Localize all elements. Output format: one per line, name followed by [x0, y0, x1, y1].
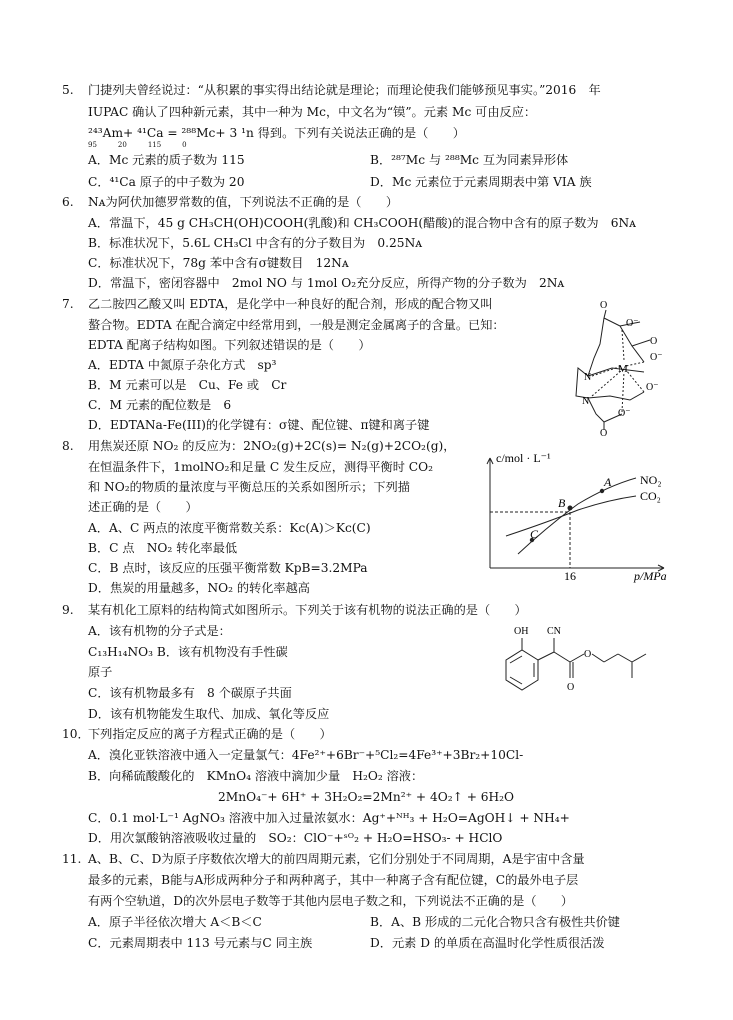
q9-stem: 某有机化工原料的结构简式如图所示。下列关于该有机物的说法正确的是（ ） [88, 603, 527, 617]
q7-line-3: EDTA 配离子结构如图。下列叙述错误的是（ ） [88, 338, 371, 352]
q10-option-b-equation: 2MnO₄⁻+ 6H⁺ + 3H₂O₂=2Mn²⁺ + 4O₂↑ + 6H₂O [218, 790, 515, 804]
q5-line-3: ²⁴³Am+ ⁴¹Ca = ²⁸⁸Mc+ 3 ¹n 得到。下列有关说法正确的是（ ） [88, 126, 465, 140]
oh-label: OH [514, 626, 529, 637]
q7-line-2: 螯合物。EDTA 在配合滴定中经常用到，一般是测定金属离子的含量。已知： [88, 318, 505, 332]
q7-number: 7. [62, 297, 74, 311]
q6-option-d: D．常温下，密闭容器中 2mol NO 与 1mol O₂充分反应，所得产物的分子数为 2Nᴀ [88, 276, 565, 290]
chain-bond-3 [632, 654, 646, 662]
q11-line-1: A、B、C、D为原子序数依次增大的前四周期元素，它们分别处于不同周期，A是宇宙中含量 [88, 852, 585, 866]
chain-bond-1 [604, 654, 618, 662]
ch-carbonyl-bond [554, 652, 570, 662]
benzene-inner-bonds [510, 656, 534, 684]
series-co2-line [506, 496, 636, 536]
q8-number: 8. [62, 439, 74, 453]
legend-co2: CO₂ [640, 489, 661, 503]
q11-option-c: C．元素周期表中 113 号元素与C 同主族 [88, 936, 313, 950]
q9-option-c: C．该有机物最多有 8 个碳原子共面 [88, 686, 292, 700]
q9-number: 9. [62, 603, 74, 617]
q7-option-a: A．EDTA 中氮原子杂化方式 sp³ [88, 358, 277, 372]
point-b-marker [568, 506, 573, 511]
q8-option-a: A．A、C 两点的浓度平衡常数关系：Kc(A)＞Kc(C) [88, 521, 371, 535]
q6-stem: Nᴀ为阿伏加德罗常数的值，下列说法不正确的是（ ） [88, 195, 399, 209]
point-a-label: A [604, 475, 612, 489]
q5-option-a: A．Mc 元素的质子数为 115 [88, 153, 245, 167]
q5-option-d: D．Mc 元素位于元素周期表中第 VIA 族 [370, 175, 592, 189]
cn-label: CN [547, 626, 561, 637]
q8-line-1: 用焦炭还原 NO₂ 的反应为：2NO₂(g)+2C(s)= N₂(g)+2CO₂(g)， [88, 439, 456, 453]
point-c-label: C [530, 527, 539, 541]
q8-option-d: D．焦炭的用量越多，NO₂ 的转化率越高 [88, 581, 310, 595]
organic-molecule-structure [486, 622, 662, 708]
q11-option-a: A．原子半径依次增大 A＜B＜C [88, 915, 262, 929]
q9-option-b-cont: 原子 [88, 665, 113, 679]
point-a-marker [600, 489, 604, 493]
q9-option-d: D．该有机物能发生取代、加成、氧化等反应 [88, 707, 330, 721]
q10-option-a: A．溴化亚铁溶液中通入一定量氯气：4Fe²⁺+6Br⁻+⁵Cl₂=4Fe³⁺+3Br₂+10Cl- [88, 748, 524, 762]
q6-option-a: A．常温下，45 g CH₃CH(OH)COOH(乳酸)和 CH₃COOH(醋酸)的混合物中含有的原子数为 6Nᴀ [88, 216, 637, 230]
legend-no2: NO₂ [640, 473, 662, 487]
q7-option-c: C．M 元素的配位数是 6 [88, 398, 232, 412]
point-b-label: B [558, 496, 566, 510]
edta-complex-structure [560, 296, 678, 438]
x-axis-label: p/MPa [634, 569, 667, 583]
q10-stem: 下列指定反应的离子方程式正确的是（ ） [88, 727, 332, 741]
edta-o-minus-3: O⁻ [646, 382, 659, 393]
ring-ch-bond [538, 652, 554, 660]
q6-option-c: C．标准状况下，78g 苯中含有σ键数目 12Nᴀ [88, 256, 349, 270]
edta-o-top: O [600, 300, 608, 311]
q11-line-3: 有两个空轨道，D的次外层电子数等于其他内层电子数之和，下列说法不正确的是（ ） [88, 894, 574, 908]
y-axis-label: c/mol · L⁻¹ [496, 451, 551, 465]
q9-option-a-formula-b: C₁₃H₁₄NO₃ B．该有机物没有手性碳 [88, 645, 288, 659]
q5-line-1: 门捷列夫曾经说过：“从积累的事实得出结论就是理论；而理论使我们能够预见事实。”2016 年 [88, 83, 601, 97]
carbonyl-o-label: O [567, 682, 575, 693]
q6-number: 6. [62, 195, 74, 209]
q10-number: 10． [62, 727, 90, 741]
q8-option-c: C．B 点时，该反应的压强平衡常数 KpB=3.2MPa [88, 561, 368, 575]
q11-line-2: 最多的元素，B能与A形成两种分子和两种离子，其中一种离子含有配位键，C的最外电子层 [88, 873, 579, 887]
q9-option-a: A．该有机物的分子式是： [88, 624, 231, 638]
q6-option-b: B．标准状况下，5.6L CH₃Cl 中含有的分子数目为 0.25Nᴀ [88, 236, 423, 250]
q10-option-c: C．0.1 mol·L⁻¹ AgNO₃ 溶液中加入过量浓氨水：Ag⁺+ᴺᴴ₃ + H₂O=AgOH↓ + NH₄+ [88, 811, 570, 825]
q5-option-b: B．²⁸⁷Mc 与 ²⁸⁸Mc 互为同素异形体 [370, 153, 569, 167]
q11-option-b: B．A、B 形成的二元化合物只含有极性共价键 [370, 915, 620, 929]
edta-o-minus-1: O⁻ [626, 318, 639, 329]
edta-n-lower: N [582, 396, 590, 407]
edta-o-bottom: O [600, 428, 608, 438]
ester-o-bond [570, 654, 584, 662]
edta-n-upper: N [584, 372, 592, 383]
chain-bond-2 [618, 654, 632, 662]
q8-option-b: B．C 点 NO₂ 转化率最低 [88, 541, 238, 555]
x-tick-16: 16 [564, 569, 576, 583]
q5-line-2: IUPAC 确认了四种新元素，其中一种为 Mc，中文名为“镆”。元素 Mc 可由反应： [88, 105, 537, 119]
q5-option-c: C．⁴¹Ca 原子的中子数为 20 [88, 175, 245, 189]
edta-o-minus-4: O⁻ [618, 408, 631, 419]
q11-option-d: D．元素 D 的单质在高温时化学性质很活泼 [370, 936, 605, 950]
q8-line-2: 在恒温条件下，1molNO₂和足量 C 发生反应，测得平衡时 CO₂ [88, 460, 433, 474]
concentration-pressure-chart [478, 442, 688, 587]
q5-atomic-numbers: 95 20 115 0 [88, 141, 187, 149]
series-no2-line [518, 478, 636, 554]
q10-option-d: D．用次氯酸钠溶液吸收过量的 SO₂：ClO⁻+ˢᴼ₂ + H₂O=HSO₃- + HClO [88, 831, 503, 845]
q7-option-d: D．EDTANa-Fe(III)的化学键有：σ键、配位键、π键和离子键 [88, 418, 430, 432]
q7-option-b: B．M 元素可以是 Cu、Fe 或 Cr [88, 378, 287, 392]
q5-number: 5. [62, 83, 74, 97]
q8-line-4: 述正确的是（ ） [88, 500, 198, 514]
edta-metal-center: M [618, 363, 628, 375]
q11-number: 11. [62, 852, 82, 866]
q10-option-b: B．向稀硫酸酸化的 KMnO₄ 溶液中滴加少量 H₂O₂ 溶液： [88, 769, 424, 783]
ester-o-label: O [584, 649, 592, 660]
edta-o-top-right: O [650, 336, 658, 347]
edta-o-minus-2: O⁻ [650, 352, 663, 363]
q8-line-3: 和 NO₂的物质的量浓度与平衡总压的关系如图所示；下列描 [88, 480, 410, 494]
q7-line-1: 乙二胺四乙酸又叫 EDTA，是化学中一种良好的配合剂，形成的配合物又叫 [88, 297, 493, 311]
oc-bond [592, 654, 604, 662]
